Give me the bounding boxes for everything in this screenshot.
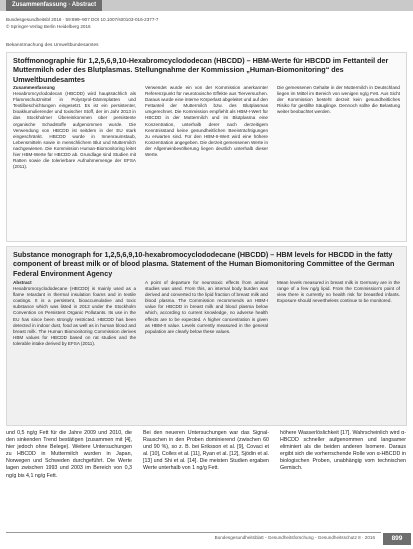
section-label: Bekanntmachung des Umweltbundesamtes <box>6 43 99 48</box>
english-abstract-col3: Mean levels measured in breast milk in Germany are in the range of a few ng/g lipid. From the Commission's point of view there is currently no health risk for breastfed infants. Exposure should nevertheless continue to be monitored. <box>277 280 400 304</box>
body-text-col1: und 0,5 ng/g Fett für die Jahre 2009 und 2010, die den sinkenden Trend bestätigen (zusammen mit [4], hier jedoch ohne Belege). Weitere Untersuchungen zu HBCDD in Muttermilch wurden in Japan, Norwegen und Schweden durchgeführt. Die Werte lagen zwischen 1993 und 2003 im Bereich von 0,3 ng/g bis 4,1 ng/g Fett. <box>6 430 132 479</box>
footer-rule <box>6 532 381 533</box>
german-abstract-col3: Die gemessenen Gehalte in der Muttermilch in Deutschland liegen im Mittel im Bereich von wenigen ng/g Fett. Aus Sicht der Kommission besteht derzeit kein gesundheitliches Risiko für gestillte Säuglinge. Dennoch sollte die Belastung weiter beobachtet werden. <box>277 85 400 115</box>
citation-line: Bundesgesundheitsbl 2016 · 59:899–907 DOI 10.1007/s00103-016-2377-7 <box>6 17 159 22</box>
copyright-line: © Springer-Verlag Berlin Heidelberg 2016 <box>6 24 91 29</box>
german-abstract-col2: Verwendet wurde ein von der Kommission anerkannter Referenzpunkt für neurotoxische Effekte aus Tierversuchen. Daraus wurde eine interne Körperlast abgeleitet und auf den Fettanteil der Muttermilch bzw. des Blutplasmas umgerechnet. Die Kommission empfiehlt als HBM-I-Wert für HBCDD in der Muttermilch und im Blutplasma eine Konzentration, unterhalb derer nach derzeitigem Kenntnisstand keine gesundheitlichen Beeinträchtigungen zu erwarten sind. Für den HBM-II-Wert wird eine höhere Konzentration angegeben. Die derzeit gemessenen Werte in der Allgemeinbevölkerung liegen deutlich unterhalb dieser Werte. <box>145 85 268 158</box>
german-abstract-col1 <box>13 85 136 240</box>
german-title: Stoffmonographie für 1,2,5,6,9,10-Hexabromcyclododecan (HBCDD) – HBM-Werte für HBCDD im Fettanteil der Muttermilch oder des Blutplasmas. Stellungnahme der Kommission „Human-Biomonitoring“ des Umweltbundesamtes <box>13 56 389 84</box>
journal-name: Bundesgesundheitsblatt - Gesundheitsforschung - Gesundheitsschutz 8 · 2016 <box>214 535 375 540</box>
english-abstract-text1: Hexabromocyclododecane (HBCDD) is mainly used as a flame retardant in thermal insulation foams and in textile coatings. It is a persistent, bioaccumulative and toxic substance which was listed in 2013 under the Stockholm Convention on Persistent Organic Pollutants. Its use in the EU has since been strongly restricted. HBCDD has been detected in indoor dust, food as well as in human blood and breast milk. The Human Biomonitoring Commission derives HBM values for HBCDD based on rat studies and the tolerable intake derived by EFSA (2011). <box>13 286 136 346</box>
german-abstract-box <box>6 52 407 242</box>
body-text-col3: höhere Wasserlöslichkeit [17]. Wahrscheinlich wird α-HBCDD schneller aufgenommen und langsamer eliminiert als die beiden anderen Isomere. Daraus ergibt sich die vorherrschende Rolle von α-HBCDD in biologischen Proben, unabhängig vom technischen Gemisch. <box>280 430 406 472</box>
body-text-col2: Bei den neueren Untersuchungen war das Signal-Rauschen in den Proben dominierend (zwischen 60 und 90 %), so z. B. bei Eriksson et al. [9], Covaci et al. [10], Colles et al. [11], Ryan et al. [12], Sjödin et al. [13] und Shi et al. [14]. Die meisten Studien ergaben Werte unterhalb von 1 ng/g Fett. <box>143 430 269 472</box>
german-abstract-heading: Zusammenfassung <box>13 85 55 90</box>
english-abstract-col2: A point of departure for neurotoxic effects from animal studies was used. From this, an internal body burden was derived and converted to the lipid fraction of breast milk and blood plasma. The Commission recommends an HBM-I value for HBCDD in breast milk and blood plasma below which, according to current knowledge, no adverse health effects are to be expected. A higher concentration is given as HBM-II value. Levels currently measured in the general population are clearly below these values. <box>145 280 268 334</box>
english-title: Substance monograph for 1,2,5,6,9,10-hexabromocyclododecane (HBCDD) – HBM levels for HBCDD in the fatty component of breast milk or of blood plasma. Statement of the Human Biomonitoring Committee of the German Federal Environment Agency <box>13 250 395 278</box>
english-abstract-heading: Abstract <box>13 280 32 285</box>
page-footer <box>0 530 413 549</box>
german-abstract-text1: Hexabromcyclododecan (HBCDD) wird hauptsächlich als Flammschutzmittel in Polystyrol-Dämmplatten und Textilbeschichtungen eingesetzt. Es ist ein persistenter, bioakkumulierender und toxischer Stoff, der im Jahr 2013 in das Stockholmer Übereinkommen über persistente organische Schadstoffe aufgenommen wurde. Die Verwendung von HBCDD ist seitdem in der EU stark eingeschränkt. HBCDD wurde in Innenraumstaub, Lebensmitteln sowie in menschlichem Blut und Muttermilch nachgewiesen. Die Kommission Human-Biomonitoring leitet hier HBM-Werte für HBCDD ab. Grundlage sind Studien mit Ratten sowie die tolerierbare Aufnahmemenge der EFSA (2011). <box>13 91 136 170</box>
english-abstract-col1 <box>13 280 136 425</box>
section-tab: Zusammenfassung · Abstract <box>6 0 102 11</box>
english-abstract-box <box>6 246 407 426</box>
header-bar <box>0 0 413 11</box>
page-number: 899 <box>383 533 411 545</box>
